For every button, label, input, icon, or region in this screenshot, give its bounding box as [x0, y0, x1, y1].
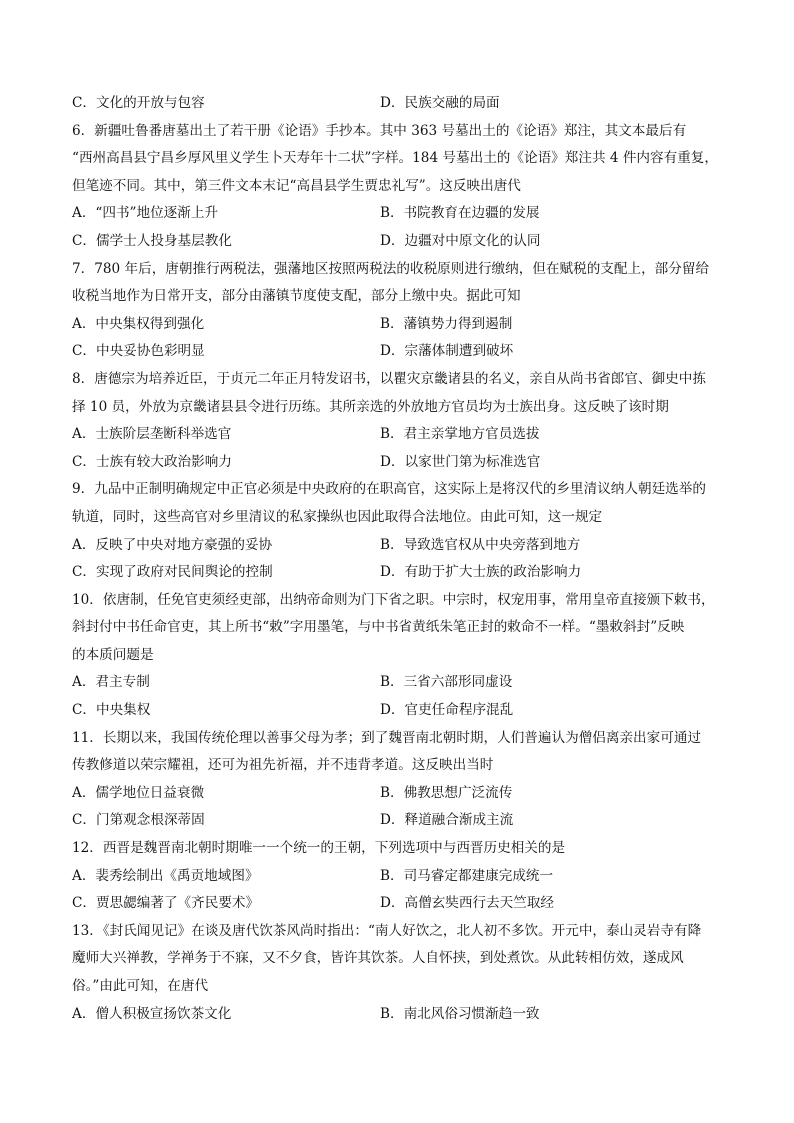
question-line: [72, 725, 794, 753]
option-row: [72, 697, 794, 725]
question-text: 魔师大兴禅教，学禅务于不寐，又不夕食，皆许其饮茶。人自怀挟，到处煮饮。从此转相仿效，遂成风: [72, 950, 684, 967]
option-right: D．有助于扩大士族的政治影响力: [380, 564, 582, 581]
question-text: 的本质问题是: [72, 646, 154, 663]
question-line: [72, 504, 794, 532]
option-row: [72, 449, 794, 477]
option-row: [72, 780, 794, 808]
option-row: [72, 890, 794, 918]
option-left: A．僧人积极宣扬饮茶文化: [72, 1005, 232, 1022]
option-left: C．中央妥协色彩明显: [72, 343, 205, 360]
option-right: B．三省六部形同虚设: [380, 674, 513, 691]
option-row: [72, 90, 794, 118]
question-text: 择 10 员，外放为京畿诸县县令进行历练。其所亲选的外放地方官员均为士族出身。这反映了该时期: [72, 398, 669, 415]
question-line: [72, 587, 794, 615]
option-left: C．中央集权: [72, 702, 151, 719]
question-line: [72, 145, 794, 173]
option-left: A．君主专制: [72, 674, 150, 691]
option-right: D．以家世门第为标准选官: [380, 453, 541, 470]
question-line: [72, 752, 794, 780]
option-row: [72, 421, 794, 449]
option-right: B．佛教思想广泛流传: [380, 784, 513, 801]
option-left: A．士族阶层垄断科举选官: [72, 426, 232, 443]
option-row: [72, 228, 794, 256]
option-right: B．导致选官权从中央旁落到地方: [380, 536, 581, 553]
question-text: 俗。”由此可知，在唐代: [72, 978, 209, 994]
question-line: [72, 973, 794, 1001]
option-left: C．士族有较大政治影响力: [72, 453, 232, 470]
option-right: D．民族交融的局面: [380, 95, 500, 111]
option-left: A．儒学地位日益衰微: [72, 784, 205, 801]
question-line: [72, 945, 794, 973]
option-left: A．裴秀绘制出《禹贡地域图》: [72, 867, 259, 884]
option-left: C．实现了政府对民间舆论的控制: [72, 564, 273, 581]
option-row: [72, 311, 794, 339]
question-text: 10．依唐制，任免官吏须经吏部，出纳帝命则为门下省之职。中宗时，权宠用事，常用皇帝直接颁下敕书，: [72, 591, 715, 608]
question-text: 传教修道以荣宗耀祖，还可为祖先祈福，并不违背孝道。这反映出当时: [72, 757, 494, 774]
question-text: 12．西晋是魏晋南北朝时期唯一一个统一的王朝，下列选项中与西晋历史相关的是: [72, 840, 566, 857]
question-line: [72, 118, 794, 146]
question-text: 8．唐德宗为培养近臣，于贞元二年正月特发诏书，以瞿灾京畿诸县的名义，亲自从尚书省郎官、御史中拣: [72, 370, 706, 387]
question-line: [72, 366, 794, 394]
question-text: 9．九品中正制明确规定中正官必须是中央政府的在职高官，这实际上是将汉代的乡里清议纳人朝廷选举的: [72, 481, 706, 498]
option-left: C．贾思勰编著了《齐民要术》: [72, 895, 260, 912]
question-line: [72, 614, 794, 642]
option-right: D．高僧玄奘西行去天竺取经: [380, 895, 555, 912]
option-left: C．门第观念根深蒂固: [72, 812, 205, 829]
question-text: 斜封付中书任命官吏，其上所书“敕”字用墨笔，与中书省黄纸朱笔正封的敕命不一样。“墨敕斜封”反映: [72, 619, 685, 636]
question-text: 6．新疆吐鲁番唐墓出土了若干册《论语》手抄本。其中 363 号墓出土的《论语》郑注，其文本最后有: [72, 122, 687, 139]
option-right: D．官吏任命程序混乱: [380, 702, 514, 719]
option-right: B．司马睿定都建康完成统一: [380, 867, 554, 884]
question-line: [72, 918, 794, 946]
option-right: B．书院教育在边疆的发展: [380, 205, 540, 222]
option-right: B．君主亲掌地方官员选拔: [380, 426, 540, 443]
option-row: [72, 807, 794, 835]
option-row: [72, 338, 794, 366]
option-left: A．“四书”地位逐渐上升: [72, 205, 219, 222]
option-right: D．宗藩体制遭到破坏: [380, 343, 514, 360]
question-text: “西州高昌县宁昌乡厚风里义学生卜天寿年十二状”字样。184 号墓出土的《论语》郑注共 4 件内容有重复，: [72, 150, 718, 167]
question-text: 7．780 年后，唐朝推行两税法，强藩地区按照两税法的收税原则进行缴纳，但在赋税的支配上，部分留给: [72, 260, 710, 277]
option-row: [72, 200, 794, 228]
option-row: [72, 863, 794, 891]
option-left: C．儒学士人投身基层教化: [72, 232, 232, 249]
option-left: A．反映了中央对地方豪强的妥协: [72, 536, 273, 553]
question-line: [72, 256, 794, 284]
question-line: [72, 173, 794, 201]
option-row: [72, 532, 794, 560]
question-line: [72, 835, 794, 863]
question-text: 但笔迹不同。其中，第三件文本末记“高昌县学生贾忠礼写”。这反映出唐代: [72, 177, 521, 194]
question-line: [72, 394, 794, 422]
option-right: D．边疆对中原文化的认同: [380, 232, 541, 249]
option-right: D．释道融合渐成主流: [380, 812, 514, 829]
question-text: 11．长期以来，我国传统伦理以善事父母为孝；到了魏晋南北朝时期，人们普遍认为僧侣离亲出家可通过: [72, 729, 702, 746]
question-text: 13．《封氏闻见记》在谈及唐代饮茶风尚时指出：“南人好饮之，北人初不多饮。开元中，泰山灵岩寺有降: [72, 922, 702, 939]
option-right: B．藩镇势力得到遏制: [380, 315, 513, 332]
question-line: [72, 476, 794, 504]
option-left: A．中央集权得到强化: [72, 315, 205, 332]
question-line: [72, 642, 794, 670]
question-text: 轨道，同时，这些高官对乡里清议的私家操纵也因此取得合法地位。由此可知，这一规定: [72, 508, 603, 525]
question-line: [72, 283, 794, 311]
option-left: C．文化的开放与包容: [72, 95, 205, 111]
option-row: [72, 559, 794, 587]
option-right: B．南北风俗习惯渐趋一致: [380, 1005, 540, 1022]
option-row: [72, 1001, 794, 1029]
question-text: 收税当地作为日常开支，部分由藩镇节度使支配，部分上缴中央。据此可知: [72, 288, 521, 305]
option-row: [72, 669, 794, 697]
